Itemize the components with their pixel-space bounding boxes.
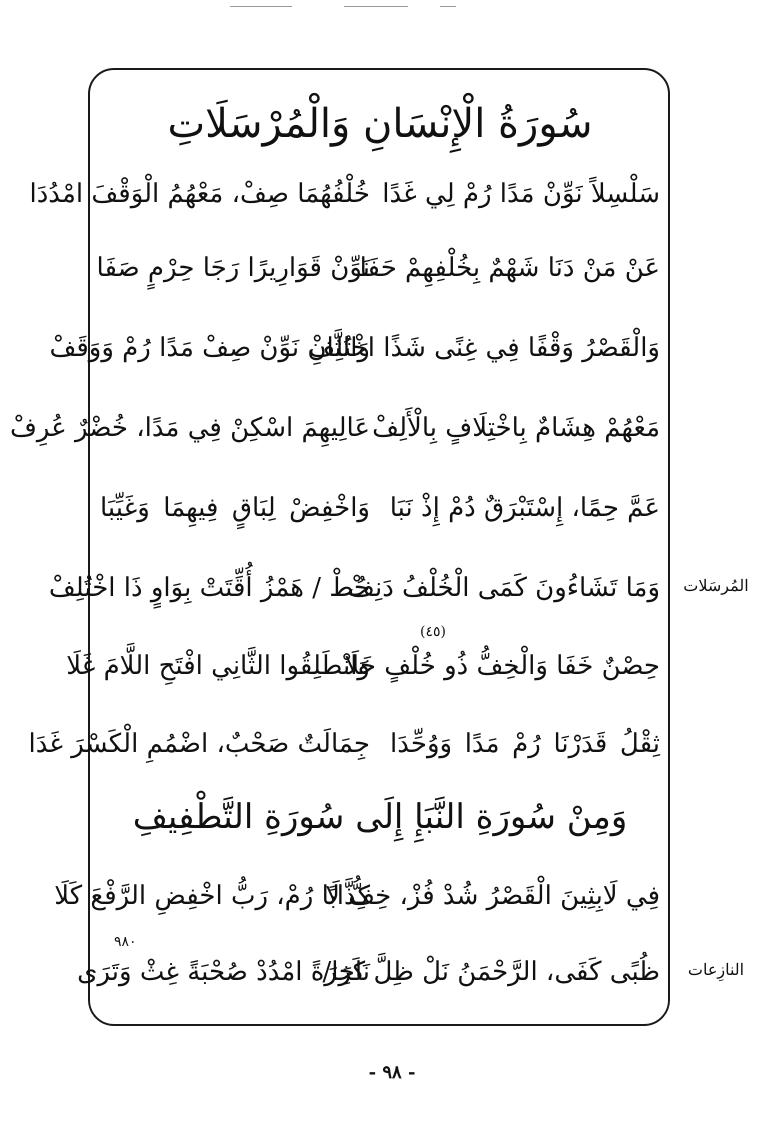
verse-line: [49, 324, 660, 372]
verse-first-hemistich: ظُبًى كَفَى، الرَّحْمَنُ نَلْ ظِلَّ كَرَا/: [322, 957, 660, 987]
verse-line: [96, 244, 660, 292]
verse-number-980: ٩٨٠: [114, 934, 137, 950]
verse-second-hemistich: وَالثَّانِ نَوِّنْ صِفْ مَدًا رُمْ وَوَقَفْ: [49, 333, 370, 363]
top-rule-middle: [344, 6, 408, 7]
verse-number-45: (٤٥): [420, 624, 446, 640]
page-number: - ٩٨ -: [368, 1062, 416, 1083]
verse-line: [54, 872, 660, 920]
verse-line: [29, 170, 660, 218]
verse-first-hemistich: عَمَّ حِمًا، إِسْتَبْرَقٌ دُمْ إِذْ نَبَا: [389, 493, 660, 523]
verse-first-hemistich: سَلْسِلاً نَوِّنْ مَدًا رُمْ لِي غَدًا: [382, 179, 660, 209]
surah-heading: سُورَةُ الْإِنْسَانِ وَالْمُرْسَلَاتِ: [167, 101, 593, 147]
verse-second-hemistich: حُطْ / هَمْزُ أُقِّتَتْ بِوَاوٍ ذَا اخْتُلِفْ: [48, 573, 370, 603]
verse-line: [9, 404, 660, 452]
verse-first-hemistich: وَمَا تَشَاءُونَ كَمَى الْخُلْفُ دَنِفْ: [348, 573, 660, 603]
margin-note-mursalat: المُرسَلات: [683, 576, 749, 595]
verse-line: [100, 484, 660, 532]
verse-line: [66, 642, 660, 690]
verse-first-hemistich: عَنْ مَنْ دَنَا شَهْمٌ بِخُلْفِهِمْ حَفَا: [359, 253, 660, 283]
verse-first-hemistich: حِصْنٌ خَفَا وَالْخِفُّ ذُو خُلْفٍ خَلَا: [344, 651, 660, 681]
verse-second-hemistich: خُلْفُهُمَا صِفْ، مَعْهُمُ الْوَقْفَ امْدُدَا: [29, 179, 370, 209]
verse-second-hemistich: وَانْطَلِقُوا الثَّانِي افْتَحِ اللَّامَ غَلَا: [66, 651, 370, 681]
verse-second-hemistich: نَوِّنْ قَوَارِيرًا رَجَا حِرْمٍ صَفَا: [96, 253, 370, 283]
verse-first-hemistich: مَعْهُمْ هِشَامٌ بِاخْتِلَافٍ بِالْأَلِفْ: [372, 413, 660, 443]
verse-line: [77, 948, 660, 996]
verse-first-hemistich: وَالْقَصْرُ وَقْفًا فِي غِنًى شَذًا اخْتُلِفْ: [308, 333, 660, 363]
verse-second-hemistich: جِمَالَتٌ صَحْبٌ، اضْمُمِ الْكَسْرَ غَدَا: [28, 729, 370, 759]
verse-second-hemistich: عَالِيهِمَ اسْكِنْ فِي مَدًا، خُضْرٌ عُرِفْ: [9, 413, 370, 443]
verse-second-hemistich: وَاخْفِضْ لِبَاقٍ فِيهِمَا وَغَيِّبَا: [100, 493, 370, 523]
verse-second-hemistich: كِذَّابًا رُمْ، رَبُّ اخْفِضِ الرَّفْعَ كَلَا: [54, 881, 370, 911]
verse-first-hemistich: فِي لَابِثِينَ الْقَصْرُ شُدْ فُزْ، خِفُّ لَا: [325, 881, 660, 911]
top-rule-left: [230, 6, 292, 7]
verse-first-hemistich: ثِقْلُ قَدَرْنَا رُمْ مَدًا وَوُحِّدَا: [390, 729, 660, 759]
top-rule-right: [440, 6, 456, 7]
verse-second-hemistich: نَاخِرَةً امْدُدْ صُحْبَةً غِثْ وَتَرَى: [77, 957, 370, 987]
verse-line: [28, 720, 660, 768]
section-heading: وَمِنْ سُورَةِ النَّبَإِ إِلَى سُورَةِ التَّطْفِيفِ: [132, 797, 628, 837]
verse-line: [48, 564, 660, 612]
margin-note-naziat: النازِعات: [687, 960, 745, 979]
